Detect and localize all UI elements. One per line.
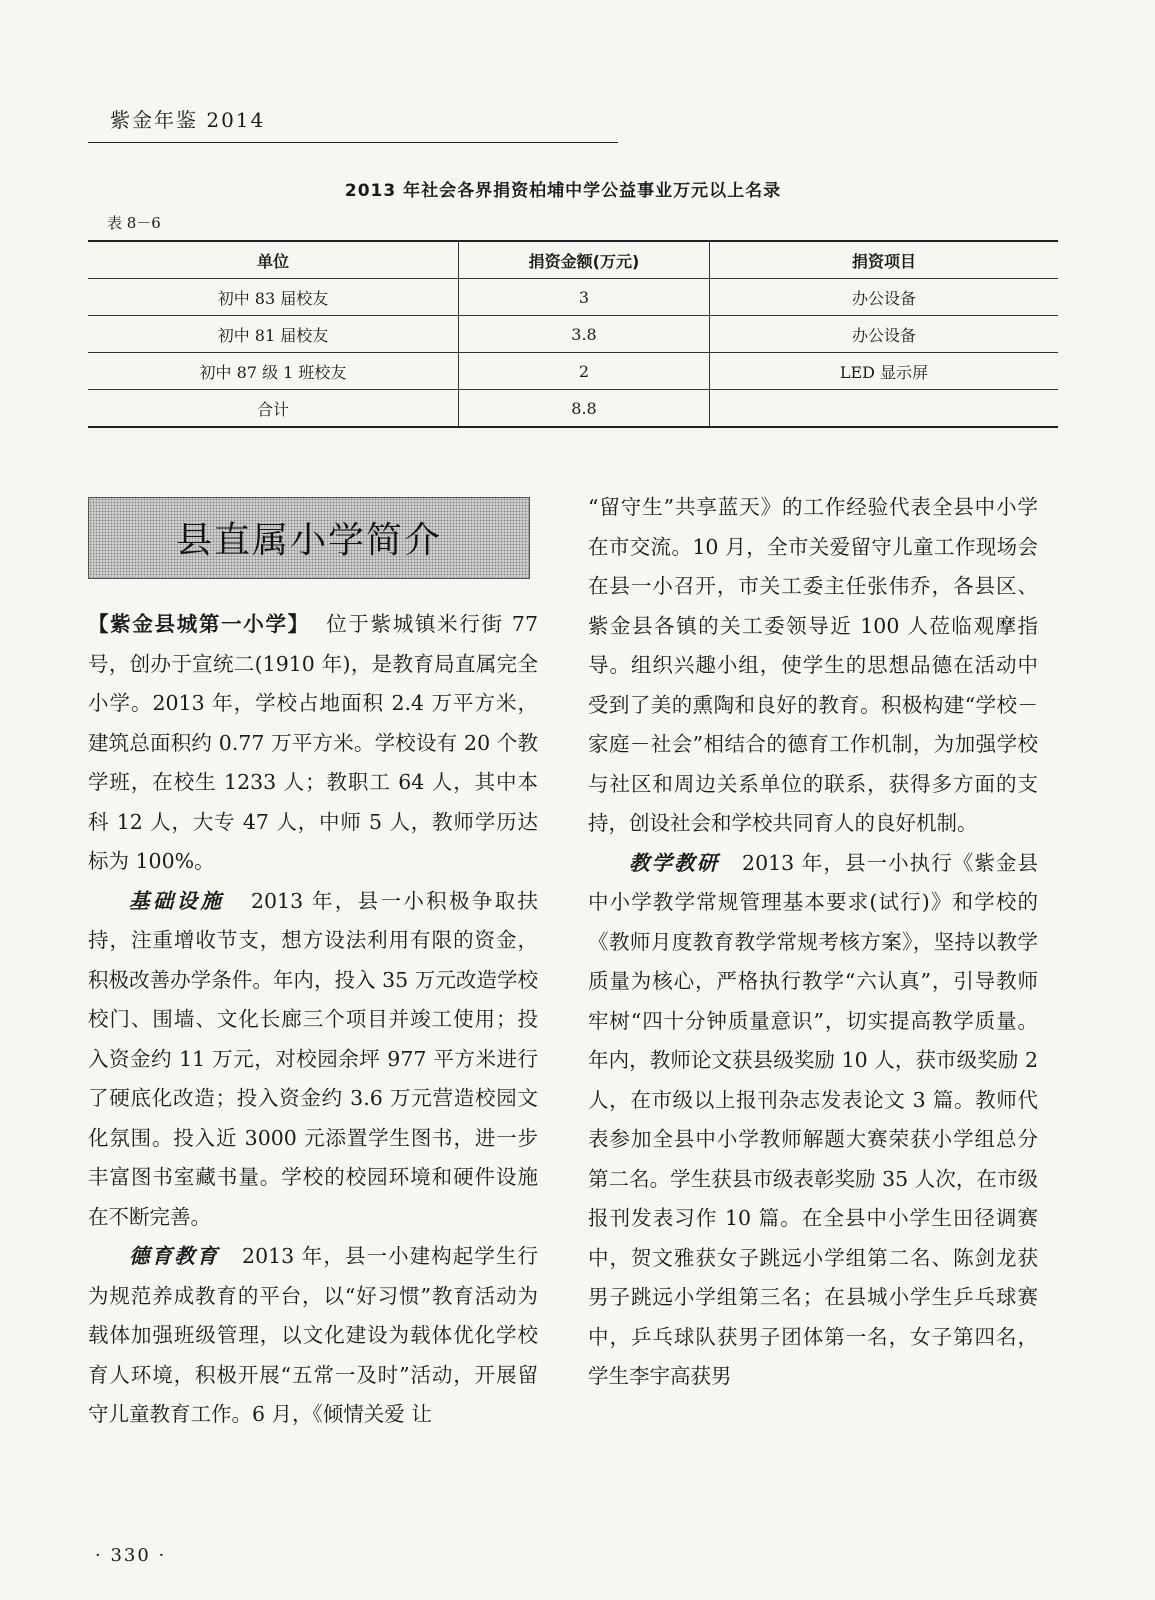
section-banner xyxy=(88,497,530,579)
cell-total-project xyxy=(710,390,1059,428)
intro-text: 位于紫城镇米行街 77 号，创办于宣统二(1910 年)，是教育局直属完全小学。2013 年，学校占地面积 2.4 万平方米，建筑总面积约 0.77 万平方米。学校设有 20 个教学班，在校生 1233 人；教职工 64 人，其中本科 12 人，大专 47 人，中师 5 人，教师学历达标为 100%。 xyxy=(88,612,538,873)
cell-amount: 3.8 xyxy=(459,316,710,353)
intro-paragraph xyxy=(88,605,538,882)
section-title: 县直属小学简介 xyxy=(175,520,442,561)
table-row xyxy=(88,353,1058,390)
table-header-row xyxy=(88,241,1058,279)
cell-project: 办公设备 xyxy=(710,316,1059,353)
teaching-heading: 教学教研 xyxy=(629,850,720,875)
moral-education-heading: 德育教育 xyxy=(129,1244,220,1268)
table-number: 表 8－6 xyxy=(107,214,161,232)
cell-amount: 3 xyxy=(459,279,710,316)
moral-education-continued: “留守生”共享蓝天》的工作经验代表全县中小学在市交流。10 月，全市关爱留守儿童工作现场会在县一小召开，市关工委主任张伟乔，各县区、紫金县各镇的关工委领导近 100 人莅临观摩指导。组织兴趣小组，使学生的思想品德在活动中受到了美的熏陶和良好的教育。积极构建“学校－家庭－社会”相结合的德育工作机制，为加强学校与社区和周边关系单位的联系，获得多方面的支持，创设社会和学校共同育人的良好机制。 xyxy=(588,495,1038,835)
infrastructure-paragraph xyxy=(88,882,538,1238)
infrastructure-heading: 基础设施 xyxy=(129,888,225,913)
table-row xyxy=(88,316,1058,353)
infrastructure-text: 2013 年，县一小积极争取扶持，注重增收节支，想方设法利用有限的资金，积极改善办学条件。年内，投入 35 万元改造学校校门、围墙、文化长廊三个项目并竣工使用；投入资金约 11 万元，对校园余坪 977 平方米进行了硬底化改造；投入资金约 3.6 万元营造校园文化氛围。投入近 3000 元添置学生图书，进一步丰富图书室藏书量。学校的校园环境和硬件设施在不断完善。 xyxy=(88,888,539,1229)
cell-unit: 初中 83 届校友 xyxy=(88,279,459,316)
cell-unit: 初中 87 级 1 班校友 xyxy=(88,353,459,390)
cell-project: 办公设备 xyxy=(710,279,1059,316)
table-total-row xyxy=(88,390,1058,428)
cell-total-label: 合计 xyxy=(88,390,459,428)
moral-education-text: 2013 年，县一小建构起学生行为规范养成教育的平台，以“好习惯”教育活动为载体加强班级管理，以文化建设为载体优化学校育人环境，积极开展“五常一及时”活动，开展留守儿童教育工作。6 月，《倾情关爱 让 xyxy=(88,1244,538,1426)
running-header: 紫金年鉴 2014 xyxy=(110,108,266,132)
cell-total-amount: 8.8 xyxy=(459,390,710,428)
table-row xyxy=(88,279,1058,316)
cell-amount: 2 xyxy=(459,353,710,390)
teaching-text: 2013 年，县一小执行《紫金县中小学教学常规管理基本要求(试行)》和学校的《教师月度教育教学常规考核方案》，坚持以教学质量为核心，严格执行教学“六认真”，引导教师牢树“四十分钟质量意识”，切实提高教学质量。年内，教师论文获县级奖励 10 人，获市级奖励 2 人，在市级以上报刊杂志发表论文 3 篇。教师代表参加全县中小学教师解题大赛荣获小学组总分第二名。学生获县市级表彰奖励 35 人次，在市级报刊发表习作 10 篇。在全县中小学生田径调赛中，贺文雅获女子跳远小学组第二名、陈剑龙获男子跳远小学组第三名；在县城小学生乒乓球赛中，乒乓球队获男子团体第一名，女子第四名，学生李宇高获男 xyxy=(588,850,1038,1388)
cell-unit: 初中 81 届校友 xyxy=(88,316,459,353)
page-number: · 330 · xyxy=(95,1545,167,1566)
cell-project: LED 显示屏 xyxy=(710,353,1059,390)
school-name-heading: 【紫金县城第一小学】 xyxy=(88,612,310,636)
teaching-paragraph xyxy=(588,844,1038,1397)
donation-table xyxy=(88,240,1058,428)
left-column xyxy=(88,605,538,1435)
header-rule xyxy=(88,142,618,143)
column-header-amount: 捐资金额(万元) xyxy=(459,241,710,279)
column-header-unit: 单位 xyxy=(88,241,459,279)
column-header-project: 捐资项目 xyxy=(710,241,1059,279)
moral-education-paragraph xyxy=(88,1237,538,1435)
right-column xyxy=(588,488,1038,1397)
table-title: 2013 年社会各界捐资柏埔中学公益事业万元以上名录 xyxy=(344,181,782,201)
